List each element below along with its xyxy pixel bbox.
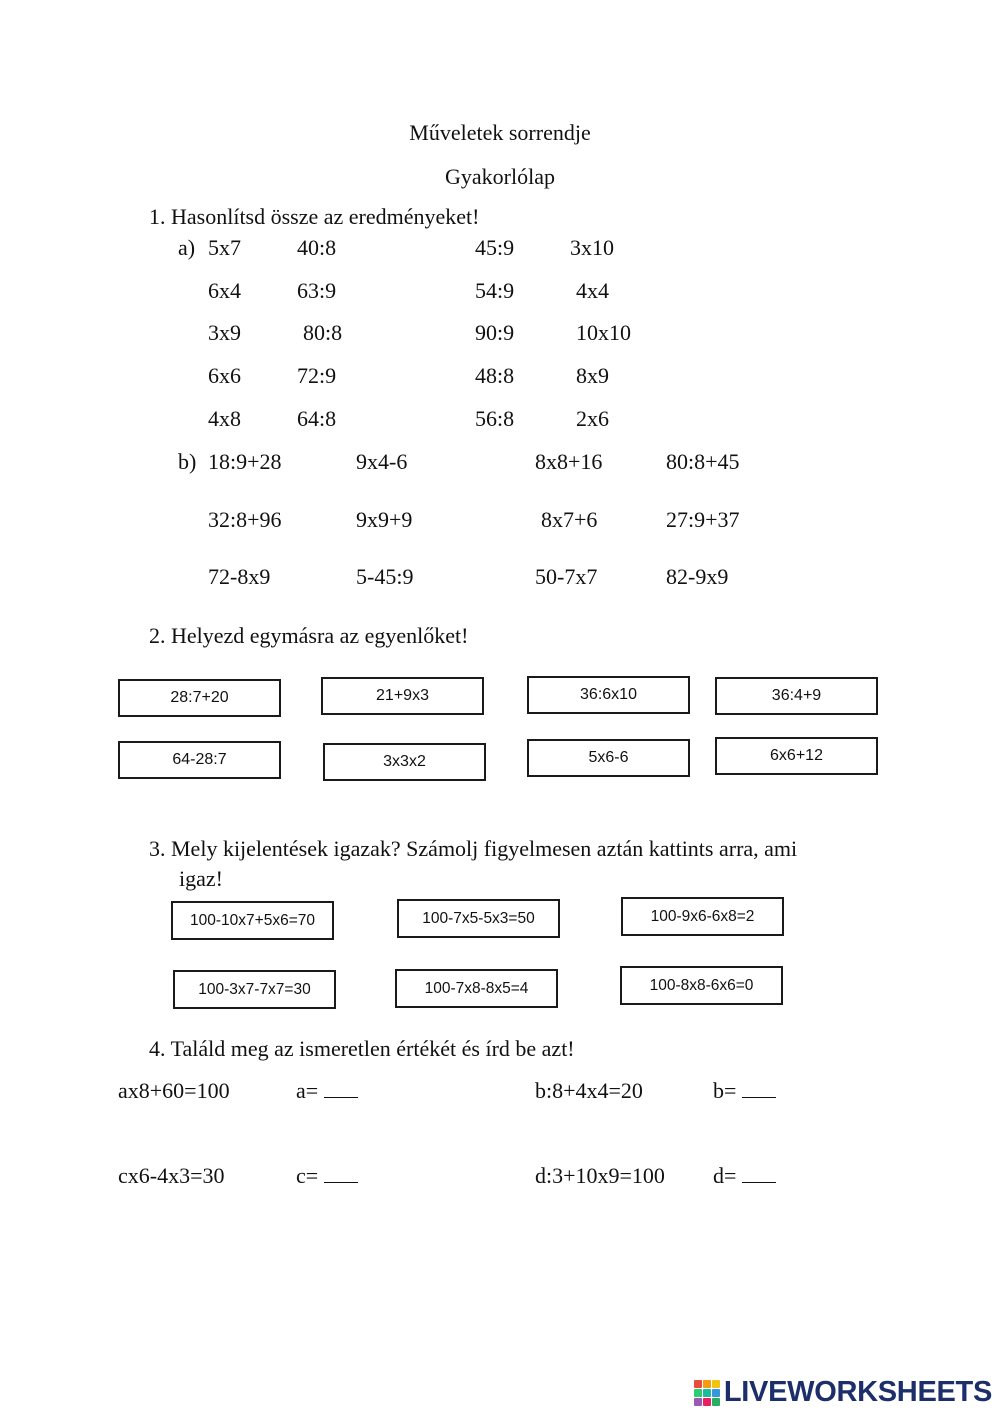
expr: 10x10 [576, 320, 631, 345]
expr: 3x10 [570, 235, 614, 260]
answer-c [296, 1165, 358, 1187]
expr: 56:8 [475, 406, 515, 431]
answer-a [296, 1080, 358, 1102]
statement-box[interactable]: 100-9x6-6x8=2 [621, 897, 784, 936]
expr: 45:9 [475, 235, 515, 260]
answer-input[interactable] [324, 1166, 358, 1183]
expr: 9x4-6 [356, 449, 408, 474]
statement-box[interactable]: 100-10x7+5x6=70 [171, 901, 334, 940]
answer-label: d= [713, 1163, 737, 1188]
expr: 80:8+45 [666, 449, 740, 474]
answer-d [713, 1165, 776, 1187]
expr: 8x9 [576, 363, 609, 388]
answer-input[interactable] [324, 1081, 358, 1098]
page-title: Műveletek sorrendje [409, 120, 591, 145]
drag-box[interactable]: 6x6+12 [715, 737, 878, 775]
expr: 63:9 [297, 278, 337, 303]
expr: 5x7 [208, 235, 241, 260]
expr: 18:9+28 [208, 449, 282, 474]
task3-heading-cont: igaz! [179, 866, 223, 891]
drag-box[interactable]: 5x6-6 [527, 739, 690, 777]
brand-name: LIVEWORKSHEETS [723, 1376, 992, 1408]
drag-box[interactable]: 21+9x3 [321, 677, 484, 715]
expr: 80:8 [303, 320, 343, 345]
statement-box[interactable]: 100-8x8-6x6=0 [620, 966, 783, 1005]
expr: 4x8 [208, 406, 241, 431]
drag-box[interactable]: 36:4+9 [715, 677, 878, 715]
expr: 64:8 [297, 406, 337, 431]
task2-heading: 2. Helyezd egymásra az egyenlőket! [149, 623, 469, 648]
answer-input[interactable] [742, 1166, 776, 1183]
drag-box[interactable]: 64-28:7 [118, 741, 281, 779]
part-b-label: b) [178, 449, 197, 474]
part-a-label: a) [178, 235, 196, 260]
equation: ax8+60=100 [118, 1078, 230, 1103]
expr: 8x7+6 [541, 507, 598, 532]
expr: 9x9+9 [356, 507, 413, 532]
equation: b:8+4x4=20 [535, 1078, 643, 1103]
answer-b [713, 1080, 776, 1102]
expr: 72:9 [297, 363, 337, 388]
liveworksheets-logo-icon [694, 1380, 720, 1406]
expr: 82-9x9 [666, 564, 729, 589]
expr: 5-45:9 [356, 564, 414, 589]
expr: 40:8 [297, 235, 337, 260]
answer-label: c= [296, 1163, 319, 1188]
statement-box[interactable]: 100-7x8-8x5=4 [395, 969, 558, 1008]
drag-box[interactable]: 36:6x10 [527, 676, 690, 714]
expr: 50-7x7 [535, 564, 598, 589]
expr: 8x8+16 [535, 449, 603, 474]
drag-box[interactable]: 28:7+20 [118, 679, 281, 717]
liveworksheets-brand [694, 1378, 992, 1407]
expr: 90:9 [475, 320, 515, 345]
expr: 2x6 [576, 406, 609, 431]
equation: cx6-4x3=30 [118, 1163, 225, 1188]
answer-label: a= [296, 1078, 319, 1103]
expr: 4x4 [576, 278, 609, 303]
expr: 6x6 [208, 363, 241, 388]
expr: 3x9 [208, 320, 241, 345]
expr: 32:8+96 [208, 507, 282, 532]
expr: 72-8x9 [208, 564, 271, 589]
expr: 27:9+37 [666, 507, 740, 532]
task3-heading: 3. Mely kijelentések igazak? Számolj figyelmesen aztán kattints arra, ami [149, 836, 798, 861]
answer-label: b= [713, 1078, 737, 1103]
statement-box[interactable]: 100-7x5-5x3=50 [397, 899, 560, 938]
expr: 48:8 [475, 363, 515, 388]
expr: 6x4 [208, 278, 241, 303]
statement-box[interactable]: 100-3x7-7x7=30 [173, 970, 336, 1009]
task4-heading: 4. Találd meg az ismeretlen értékét és írd be azt! [149, 1036, 575, 1061]
answer-input[interactable] [742, 1081, 776, 1098]
page-subtitle: Gyakorlólap [445, 164, 555, 189]
equation: d:3+10x9=100 [535, 1163, 665, 1188]
task1-heading: 1. Hasonlítsd össze az eredményeket! [149, 204, 480, 229]
expr: 54:9 [475, 278, 515, 303]
drag-box[interactable]: 3x3x2 [323, 743, 486, 781]
